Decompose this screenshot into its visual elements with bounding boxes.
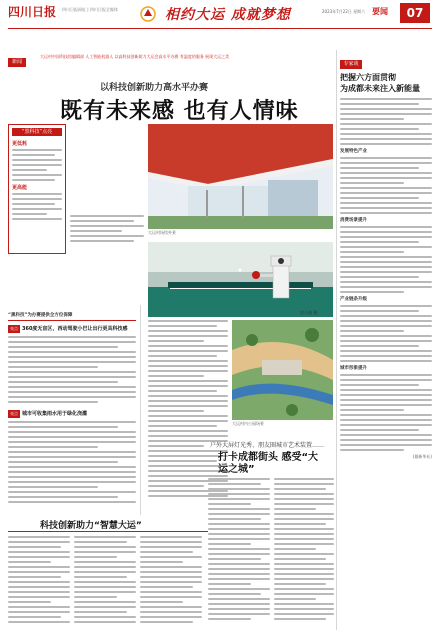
bottom-body-3 [140,536,202,630]
item-b-title: 城市可收集雨水用于绿化浇灌 [22,411,88,417]
date-line: 2023年7月22日 星期六 [322,9,366,14]
masthead-bar [0,0,440,30]
photo-note [70,215,144,253]
robot-photo [148,242,333,317]
page-number: 07 [400,3,430,23]
column-credit: (据新华社) [412,454,432,459]
lead-kicker: 以科技创新助力高水平办赛 [100,83,209,93]
column-section-1: 发展特色产业 [340,149,367,154]
column-label: 专家谈 [340,60,362,69]
column-rule-left [140,305,141,515]
robot-credit: 雷小谦 摄 [300,310,318,315]
item-a-body [8,336,136,406]
feature-body-2 [274,478,334,628]
item-b-tag: 亮点 [10,411,18,416]
column-body [340,98,432,583]
paper-logo: 四川日报 [8,5,57,19]
section-label: 要闻 [372,7,388,16]
pickup-rule [8,320,136,321]
column-section-4: 城市形象提升 [340,366,367,371]
stadium-photo [148,124,333,229]
lead-headline: 既有未来感 也有人情味 [60,98,299,124]
sidebar-sub-2: 更高能 [12,185,28,191]
header-rule [8,28,432,29]
sidebar-box-title: “黑科技”点亮 [12,128,62,136]
column-rule-right [336,50,337,630]
sidebar-box [8,124,66,254]
sidebar-sub-1: 更低耗 [12,141,28,147]
bottom-title: 科技创新助力“智慧大运” [40,521,142,531]
feature-sub: 户外大屏灯光秀、朋友圈城市艺术装置…… [210,442,325,449]
column-section-2: 消费场景提升 [340,218,367,223]
feature-body-1 [208,478,270,628]
bottom-rule [8,531,208,532]
web-info: 四川日报网址 | 四川日报全媒体 [62,7,118,12]
feature-main: 打卡成都街头 感受“大运之城” [218,452,319,475]
item-b-body [8,421,136,511]
stadium-caption: 大运村场馆外景 [148,230,176,235]
lead-summary: 大运村中国科技馆编辑部 人工智能机器人 以高科技创新助力大运会高水平办赛 有温度的服务 展现大运之美 [40,54,230,59]
slogan-right: 相约大运 成就梦想 [165,7,291,23]
park-photo [232,320,333,420]
pickup-title: “黑科技”为办赛提供全方位保障 [8,313,73,318]
bottom-body-1 [8,536,70,630]
lead-tag: 新闻 [8,58,26,67]
item-a-title: 360度无盲区，西动驾驶小巴让出行更具科技感 [22,326,128,332]
column-title-sub: 为成都未来注入新能量 [340,84,420,93]
column-section-3: 产业链条升级 [340,297,367,302]
park-caption: 大运村内公园场景 [232,421,264,426]
universiade-logo [140,6,156,22]
column-title-main: 把握六方面贯彻 [340,73,396,82]
bottom-body-2 [74,536,136,630]
item-a-tag: 亮点 [10,326,18,331]
